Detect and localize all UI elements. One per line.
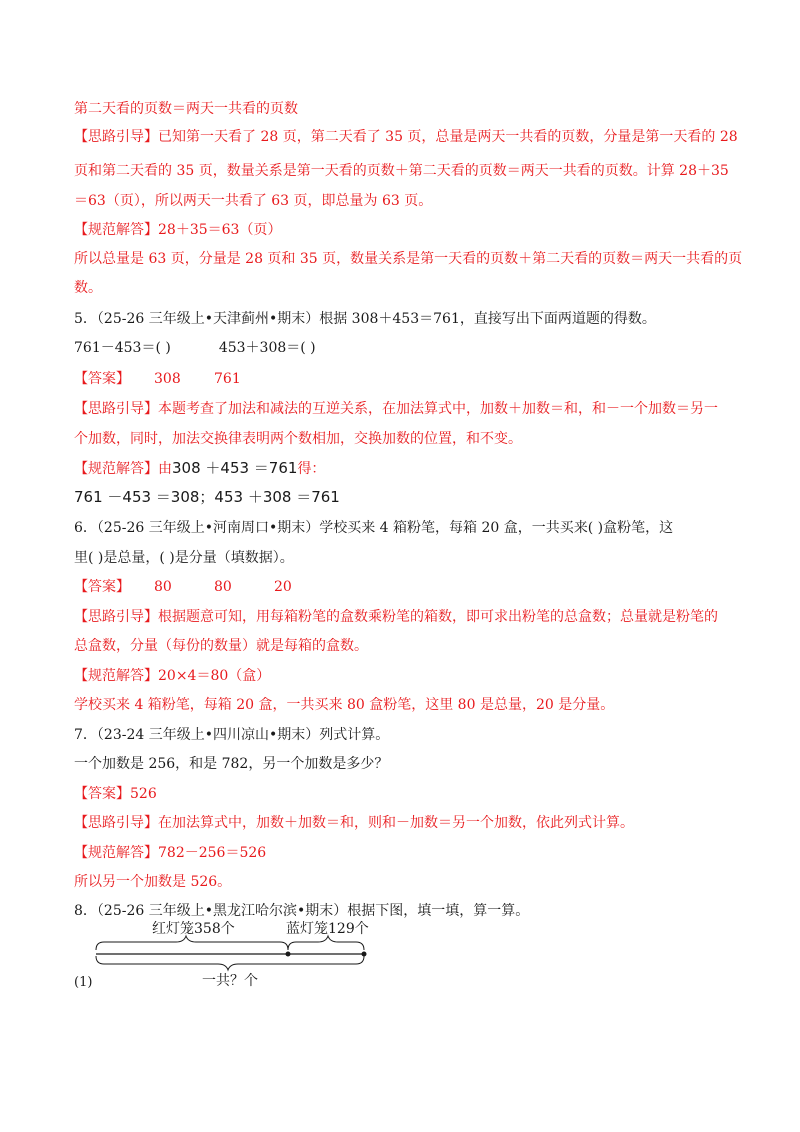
solution-tag: 【规范解答】 (74, 668, 158, 684)
q6-answer-2: 80 (214, 579, 232, 595)
q5-blank-2: 453＋308＝( ) (218, 340, 316, 356)
thought-tag: 【思路引导】 (74, 129, 158, 145)
q6-thought-line-1 (74, 606, 718, 628)
solution-tag: 【规范解答】 (74, 222, 158, 238)
blue-segment-brace (288, 936, 364, 950)
q6-answer-1: 80 (154, 579, 172, 595)
q5-solution-post: 得： (297, 461, 326, 477)
q5-thought-line-1 (74, 398, 718, 420)
answer-tag: 【答案】 (74, 579, 130, 595)
thought-tag: 【思路引导】 (74, 401, 158, 417)
q5-blank-1: 761－453＝( ) (74, 340, 171, 356)
q4-thought-line-2: 页和第二天看的 35 页，数量关系是第一天看的页数＋第二天看的页数＝两天一共看的页数。计算 28＋35 (74, 163, 729, 179)
q5-answer-line (74, 368, 274, 390)
total-label: 一共？个 (202, 973, 258, 989)
q7-answer-line (74, 783, 157, 805)
q5-thought-text-1: 本题考查了加法和减法的互逆关系，在加法算式中，加数＋加数＝和，和－一个加数＝另一 (158, 401, 718, 417)
q4-conclusion-line-1: 所以总量是 63 页，分量是 28 页和 35 页，数量关系是第一天看的页数＋第二天看的页数＝两天一共看的页 (74, 251, 743, 267)
q5-thought-line-2: 个加数，同时，加法交换律表明两个数相加，交换加数的位置，和不变。 (74, 431, 522, 447)
q4-thought-line-3: ＝63（页），所以两天一共看了 63 页，即总量为 63 页。 (74, 193, 433, 209)
segment-divider-point (286, 952, 291, 957)
q7-thought-text: 在加法算式中，加数＋加数＝和，则和－加数＝另一个加数，依此列式计算。 (158, 815, 634, 831)
blue-lantern-label: 蓝灯笼129个 (286, 921, 369, 937)
q8-stem: 8．（25-26 三年级上•黑龙江哈尔滨•期末）根据下图，填一填，算一算。 (74, 903, 530, 919)
line-segment-diagram (74, 916, 374, 996)
q6-solution-text: 20×4＝80（盒） (158, 668, 271, 684)
answer-tag: 【答案】 (74, 371, 130, 387)
segment-end-point (362, 952, 367, 957)
q4-solution-text: 28＋35＝63（页） (158, 222, 282, 238)
q6-stem-line-1: 6．（25-26 三年级上•河南周口•期末）学校买来 4 箱粉笔，每箱 20 盒，一共买来( )盒粉笔，这 (74, 520, 674, 536)
q4-thought-text-1: 已知第一天看了 28 页，第二天看了 35 页，总量是两天一共看的页数，分量是第一天看的 28 (158, 129, 738, 145)
q6-stem-line-2: 里( )是总量，( )是分量（填数据）。 (74, 550, 294, 566)
answer-tag: 【答案】 (74, 786, 130, 802)
q6-conclusion: 学校买来 4 箱粉笔，每箱 20 盒，一共买来 80 盒粉笔，这里 80 是总量，20 是分量。 (74, 697, 615, 713)
q7-stem: 7．（23-24 三年级上•四川凉山•期末）列式计算。 (74, 727, 390, 743)
q4-solution-line (74, 219, 281, 241)
q4-thought-line-1 (74, 126, 738, 148)
q7-conclusion: 所以另一个加数是 526。 (74, 874, 232, 890)
q5-solution-pre: 由 (158, 461, 172, 477)
q6-solution-line (74, 665, 270, 687)
q7-answer: 526 (130, 786, 157, 802)
q5-stem: 5．（25-26 三年级上•天津蓟州•期末）根据 308＋453＝761，直接写出下面两道题的得数。 (74, 311, 656, 327)
q6-answer-3: 20 (274, 579, 292, 595)
q7-solution-line (74, 842, 266, 864)
q5-solution-equation: 308 ＋453 ＝761 (172, 459, 298, 477)
total-brace (96, 956, 364, 970)
q6-answer-line (74, 576, 334, 598)
q5-answer-2: 761 (214, 371, 241, 387)
q4-relation-line: 第二天看的页数＝两天一共看的页数 (74, 101, 298, 117)
q7-question: 一个加数是 256，和是 782，另一个加数是多少？ (74, 756, 389, 772)
q4-conclusion-line-2: 数。 (74, 280, 102, 296)
thought-tag: 【思路引导】 (74, 609, 158, 625)
q6-thought-text-1: 根据题意可知，用每箱粉笔的盒数乘粉笔的箱数，即可求出粉笔的总盒数；总量就是粉笔的 (158, 609, 718, 625)
sub-question-label: (1) (74, 975, 93, 990)
thought-tag: 【思路引导】 (74, 815, 158, 831)
red-segment-brace (96, 936, 288, 950)
q7-solution-text: 782－256＝526 (158, 845, 267, 861)
solution-tag: 【规范解答】 (74, 845, 158, 861)
q5-answer-1: 308 (154, 371, 181, 387)
q5-blanks (74, 337, 316, 359)
q6-thought-line-2: 总盒数，分量（每份的数量）就是每箱的盒数。 (74, 638, 368, 654)
q7-thought-line (74, 812, 634, 834)
q5-result: 761 －453 ＝308；453 ＋308 ＝761 (74, 488, 340, 506)
solution-tag: 【规范解答】 (74, 461, 158, 477)
q5-solution-line (74, 457, 325, 480)
red-lantern-label: 红灯笼358个 (152, 921, 235, 937)
